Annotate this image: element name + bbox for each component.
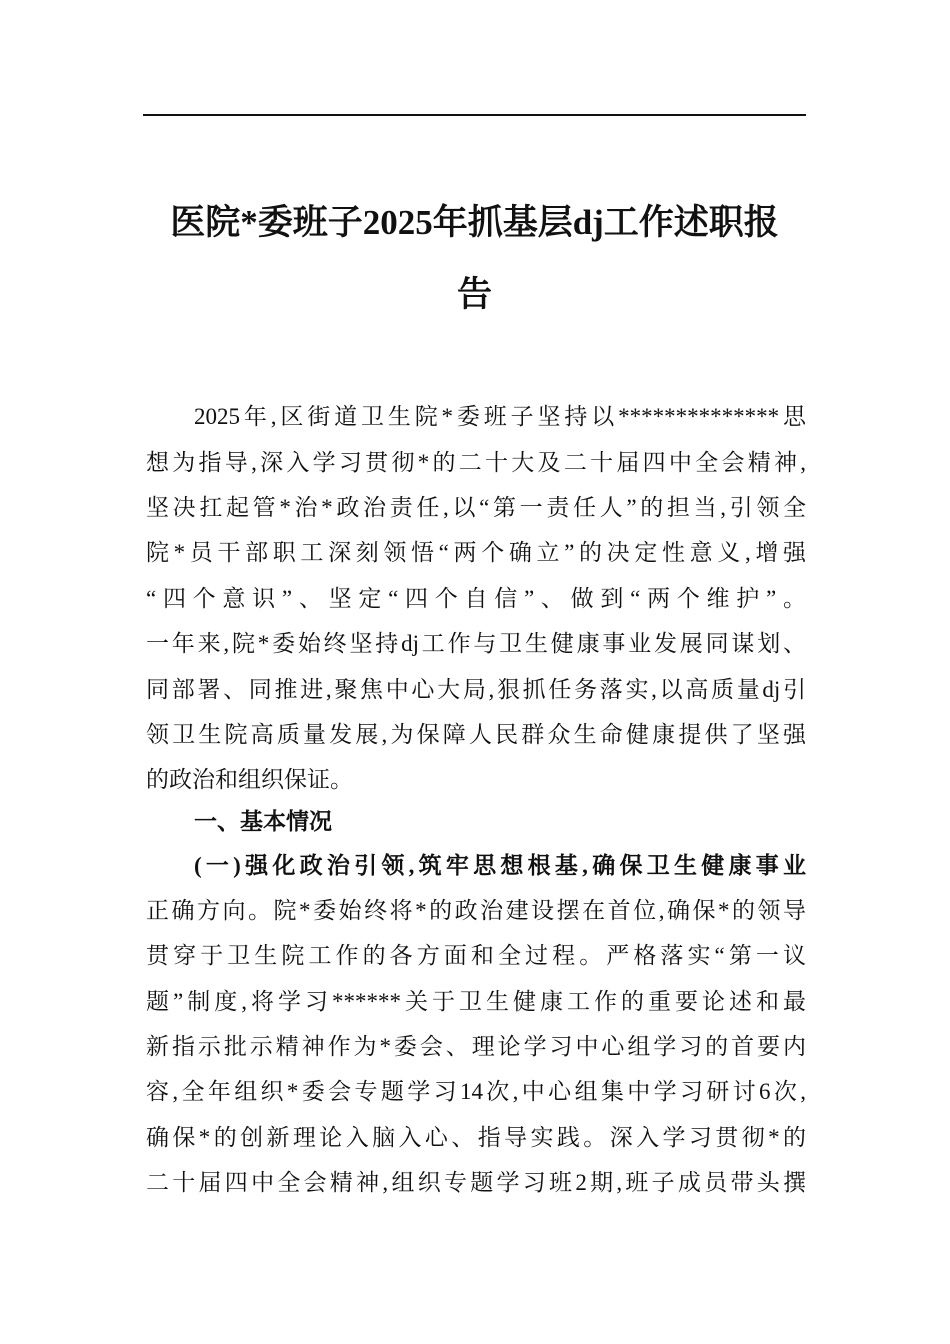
intro-line: 院*员干部职工深刻领悟“两个确立”的决定性意义,增强 — [146, 540, 806, 565]
body-line: 正确方向。院*委始终将*的政治建设摆在首位,确保*的领导 — [146, 898, 806, 923]
body-line: 题”制度,将学习******关于卫生健康工作的重要论述和最 — [146, 989, 806, 1014]
body-line: 确保*的创新理论入脑入心、指导实践。深入学习贯彻*的 — [146, 1125, 806, 1150]
body-line: 贯穿于卫生院工作的各方面和全过程。严格落实“第一议 — [146, 943, 806, 968]
document-title-line-2: 告 — [456, 275, 492, 314]
intro-line: 想为指导,深入学习贯彻*的二十大及二十届四中全会精神, — [146, 450, 806, 475]
body-line: 容,全年组织*委会专题学习14次,中心组集中学习研讨6次, — [146, 1079, 806, 1104]
body-line: 二十届四中全会精神,组织专题学习班2期,班子成员带头撰 — [146, 1170, 806, 1195]
document-title-line-1: 医院*委班子2025年抓基层dj工作述职报 — [170, 203, 779, 242]
intro-line: “四个意识”、坚定“四个自信”、做到“两个维护”。 — [146, 586, 806, 611]
subsection-heading: (一)强化政治引领,筑牢思想根基,确保卫生健康事业 — [194, 853, 806, 878]
intro-line: 的政治和组织保证。 — [146, 767, 353, 792]
intro-line: 领卫生院高质量发展,为保障人民群众生命健康提供了坚强 — [146, 722, 806, 747]
body-line: 新指示批示精神作为*委会、理论学习中心组学习的首要内 — [146, 1034, 806, 1059]
intro-line: 2025年,区街道卫生院*委班子坚持以**************思 — [194, 404, 806, 429]
intro-line: 一年来,院*委始终坚持dj工作与卫生健康事业发展同谋划、 — [146, 631, 806, 656]
header-rule — [143, 114, 806, 116]
intro-line: 坚决扛起管*治*政治责任,以“第一责任人”的担当,引领全 — [146, 495, 806, 520]
section-heading: 一、基本情况 — [194, 808, 332, 834]
intro-line: 同部署、同推进,聚焦中心大局,狠抓任务落实,以高质量dj引 — [146, 677, 806, 702]
